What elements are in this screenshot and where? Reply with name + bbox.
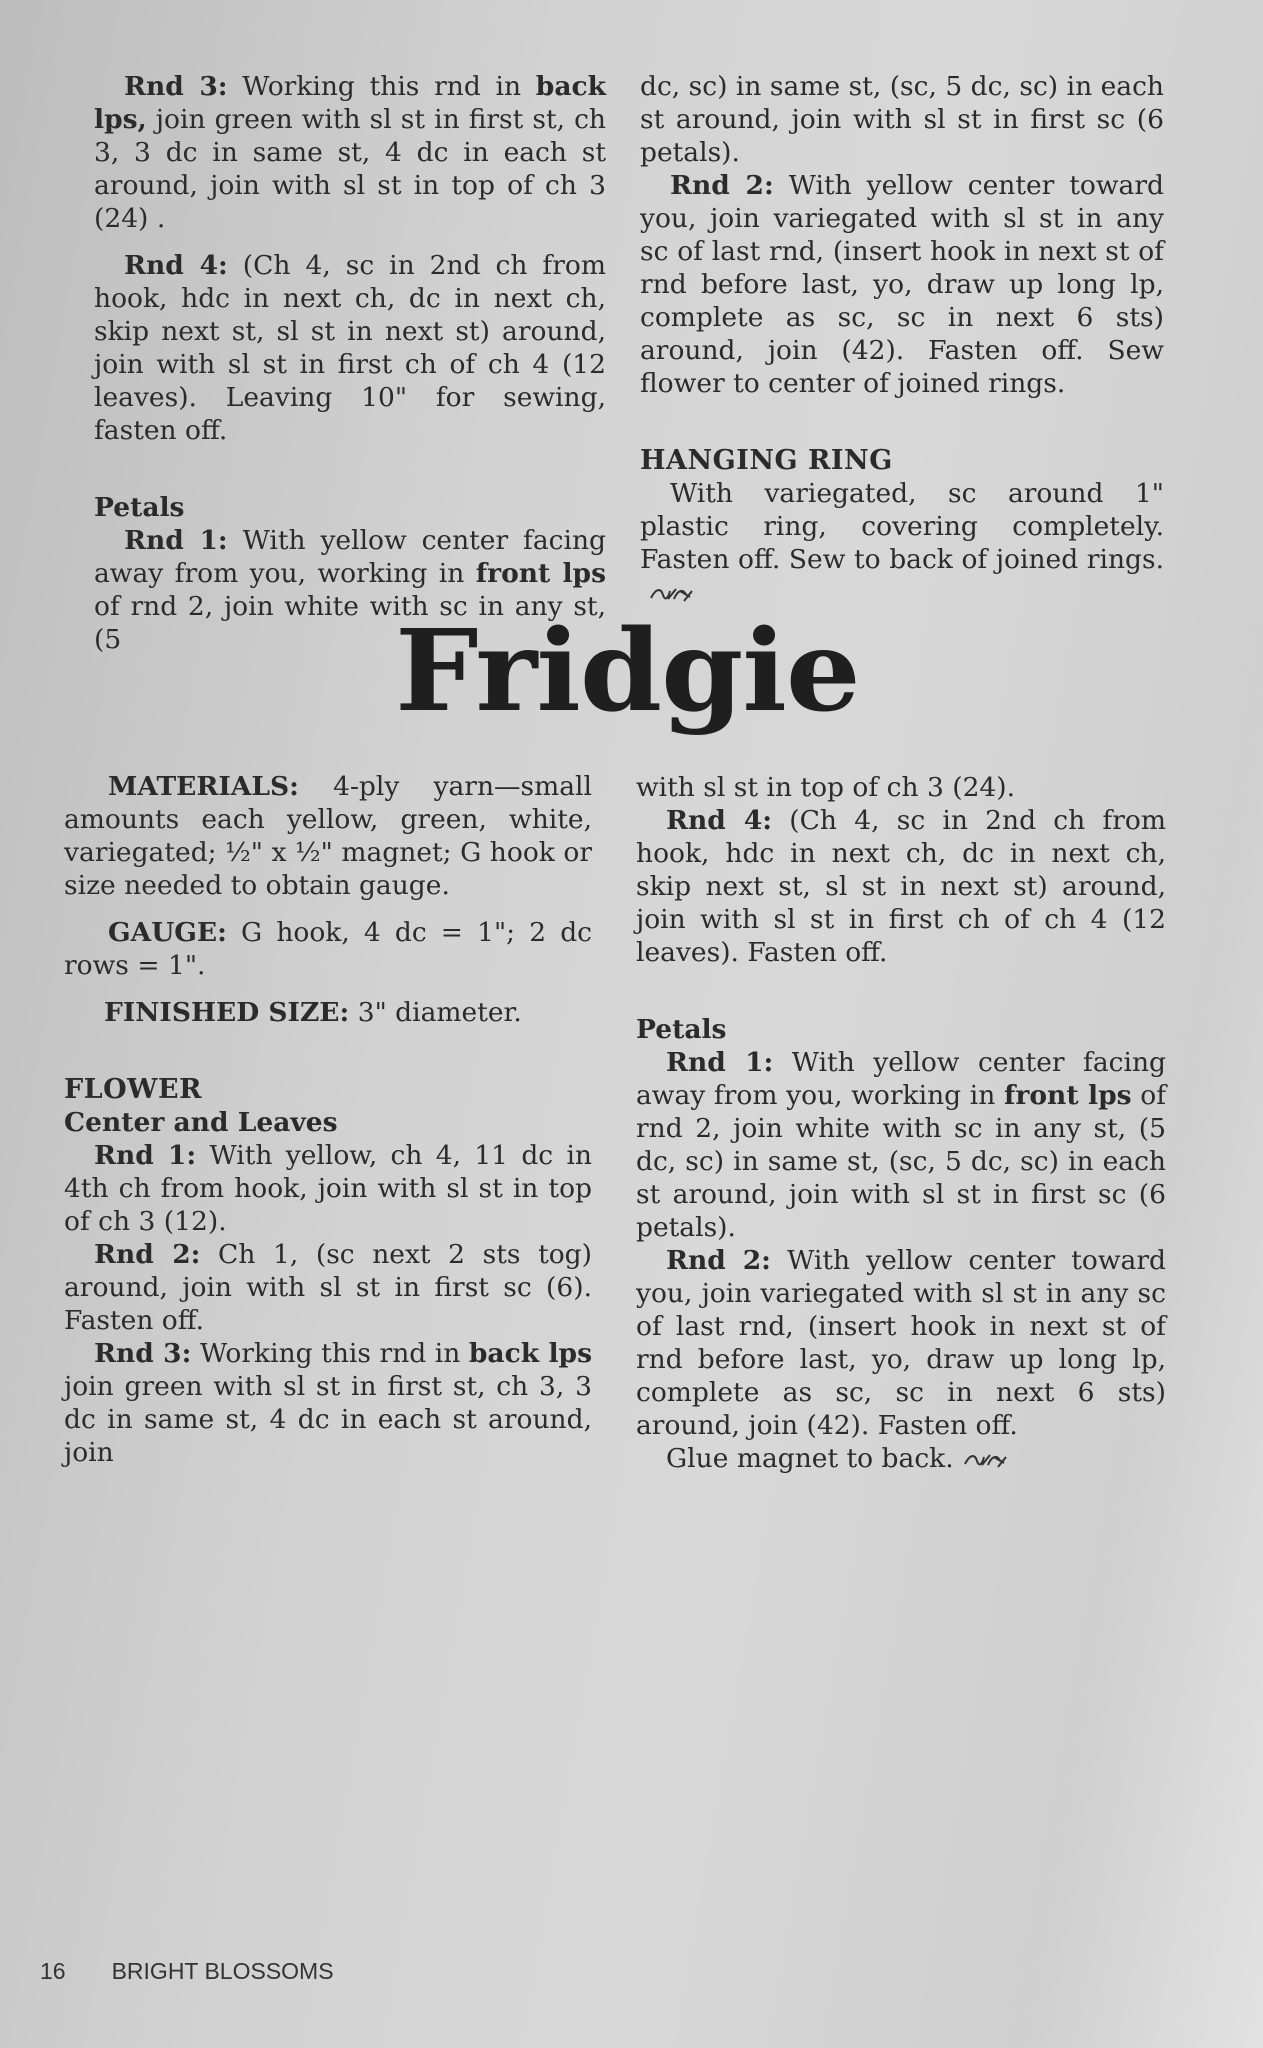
bottom-petals-heading: Petals [636, 1014, 727, 1045]
bottom-petals-rnd1-paragraph: Rnd 1: With yellow center facing away from you, working in front lps of rnd 2, join white with sc in any st, (5 dc, sc) in same st, (sc, 5 dc, sc) in each st around, join with sl st in first sc (6 petals). [636, 1047, 1166, 1243]
top-petals-rnd2-paragraph: Rnd 2: With yellow center toward you, join variegated with sl st in any sc of last rnd, (insert hook in next st of rnd before last, yo, draw up long lp, complete as sc, sc in next 6 sts) around, join (42). Fasten off. Sew flower to center of joined rings. [640, 170, 1164, 399]
top-rnd4-paragraph: Rnd 4: (Ch 4, sc in 2nd ch from hook, hdc in next ch, dc in next ch, skip next st, sl st in next st) around, join with sl st in first ch of ch 4 (12 leaves). Leaving 10" for sewing, fasten off. [94, 250, 606, 446]
top-petals-rnd1-paragraph: Rnd 1: With yellow center facing away from you, working in front lps of rnd 2, join white with sc in any st, (5 [94, 525, 606, 655]
leaves-rnd4-paragraph: Rnd 4: (Ch 4, sc in 2nd ch from hook, hdc in next ch, dc in next ch, skip next st, sl st in next st) around, join with sl st in first ch of ch 4 (12 leaves). Fasten off. [636, 805, 1166, 968]
hanging-ring-heading: HANGING RING [640, 445, 893, 476]
center-rnd2-paragraph: Rnd 2: Ch 1, (sc next 2 sts tog) around, join with sl st in first sc (6). Fasten off. [64, 1239, 592, 1336]
center-rnd1-paragraph: Rnd 1: With yellow, ch 4, 11 dc in 4th ch from hook, join with sl st in top of ch 3 (12). [64, 1140, 592, 1237]
finished-size-paragraph: FINISHED SIZE: 3" diameter. [104, 997, 522, 1028]
page-title: Fridgie [395, 606, 860, 737]
center-rnd3-paragraph: Rnd 3: Working this rnd in back lps join green with sl st in first st, ch 3, 3 dc in same st, 4 dc in each st around, join [64, 1338, 592, 1468]
hanging-ring-paragraph: With variegated, sc around 1" plastic ring, covering completely. Fasten off. Sew to back of joined rings. [640, 477, 1164, 609]
top-left-column [94, 70, 606, 656]
book-title: BRIGHT BLOSSOMS [111, 1958, 334, 1984]
bottom-petals-rnd2-paragraph: Rnd 2: With yellow center toward you, join variegated with sl st in any sc of last rnd, (insert hook in next st of rnd before last, yo, draw up long lp, complete as sc, sc in next 6 sts) around, join (42). Fasten off. [636, 1245, 1166, 1441]
center-and-leaves-heading: Center and Leaves [64, 1107, 338, 1138]
gauge-paragraph: GAUGE: G hook, 4 dc = 1"; 2 dc rows = 1". [64, 917, 592, 981]
glue-magnet-paragraph: Glue magnet to back. [636, 1442, 1166, 1475]
end-mark-icon [962, 1449, 1008, 1471]
flower-heading: FLOWER [64, 1074, 203, 1105]
end-mark-icon [648, 583, 694, 605]
bottom-left-column [64, 770, 592, 1469]
page-footer [40, 1958, 380, 1985]
bottom-right-column [636, 771, 1166, 1475]
materials-paragraph: MATERIALS: 4-ply yarn—small amounts each yellow, green, white, variegated; ½" x ½" magnet; G hook or size needed to obtain gauge. [64, 771, 592, 901]
top-petals-continued: dc, sc) in same st, (sc, 5 dc, sc) in each st around, join with sl st in first sc (6 petals). [640, 71, 1164, 168]
top-right-column [640, 70, 1164, 609]
top-petals-heading: Petals [94, 492, 185, 523]
top-rnd3-paragraph: Rnd 3: Working this rnd in back lps, join green with sl st in first st, ch 3, 3 dc in same st, 4 dc in each st around, join with sl st in top of ch 3 (24) . [94, 71, 606, 234]
page-number: 16 [40, 1958, 66, 1984]
leaves-rnd3-continued: with sl st in top of ch 3 (24). [636, 772, 1016, 803]
